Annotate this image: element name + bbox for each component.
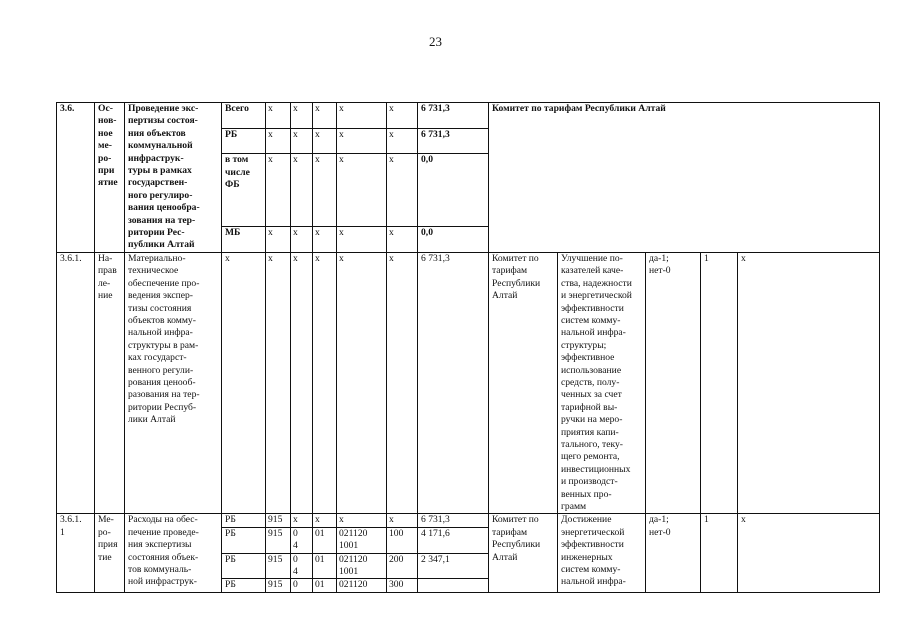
code-col-3: х xyxy=(313,252,337,514)
code-col-5: х xyxy=(387,154,418,227)
source-cell: РБ xyxy=(222,128,266,154)
amount-cell: 6 731,3 xyxy=(418,128,489,154)
code-col-4: х xyxy=(337,514,387,527)
amount-cell xyxy=(418,579,489,592)
source-cell: Всего xyxy=(222,103,266,129)
amount-cell: 6 731,3 xyxy=(418,252,489,514)
code-col-1: х xyxy=(266,103,291,129)
code-col-2: х xyxy=(291,514,313,527)
type-cell: Ме- ро- прия тие xyxy=(95,514,125,592)
type-cell: На- прав ле- ние xyxy=(95,252,125,514)
code-col-3: х xyxy=(313,154,337,227)
last-cell: х xyxy=(738,514,880,592)
name-cell: Расходы на обес- печение проведе- ния экспертизы состояния объек- тов коммуналь- ной инфраструк- xyxy=(125,514,222,592)
code-cell: 3.6.1. 1 xyxy=(57,514,95,592)
code-col-4: х xyxy=(337,128,387,154)
code-col-4: х xyxy=(337,227,387,253)
code-col-5: х xyxy=(387,514,418,527)
code-cell: 3.6.1. xyxy=(57,252,95,514)
code-col-5: 100 xyxy=(387,527,418,553)
code-col-2: 0 4 xyxy=(291,527,313,553)
code-col-1: х xyxy=(266,128,291,154)
type-cell: Ос- нов- ное ме- ро- при ятие xyxy=(95,103,125,253)
code-col-3: х xyxy=(313,128,337,154)
code-col-4: х xyxy=(337,103,387,129)
code-col-5: 200 xyxy=(387,553,418,579)
code-col-2: х xyxy=(291,154,313,227)
code-col-4: 021120 1001 xyxy=(337,527,387,553)
code-col-1: 915 xyxy=(266,553,291,579)
result-cell: Достижение энергетической эффективности инженерных систем комму- нальной инфра- xyxy=(558,514,646,592)
source-cell: РБ xyxy=(222,527,266,553)
code-col-5: х xyxy=(387,227,418,253)
code-col-3: 01 xyxy=(313,579,337,592)
code-col-5: 300 xyxy=(387,579,418,592)
code-col-2: х xyxy=(291,103,313,129)
code-col-2: х xyxy=(291,227,313,253)
name-cell: Материально- техническое обеспечение про- ведения экспер- тизы состояния объектов комму- нальной инфра- структуры в рам- ках государст- венного регули- рования ценооб- разования на тер- ритории Респуб- лики Алтай xyxy=(125,252,222,514)
page-number: 23 xyxy=(429,34,442,49)
source-cell: х xyxy=(222,252,266,514)
code-col-3: 01 xyxy=(313,527,337,553)
code-col-1: 915 xyxy=(266,527,291,553)
amount-cell: 6 731,3 xyxy=(418,514,489,527)
code-col-4: 021120 xyxy=(337,579,387,592)
code-col-5: х xyxy=(387,252,418,514)
code-col-4: 021120 1001 xyxy=(337,553,387,579)
value-cell: 1 xyxy=(701,514,738,592)
source-cell: РБ xyxy=(222,553,266,579)
source-cell: РБ xyxy=(222,579,266,592)
code-col-4: х xyxy=(337,252,387,514)
table-row xyxy=(57,252,880,514)
source-cell: в том числе ФБ xyxy=(222,154,266,227)
source-cell: МБ xyxy=(222,227,266,253)
budget-table xyxy=(56,102,880,593)
code-col-1: 915 xyxy=(266,514,291,527)
executor-cell: Комитет по тарифам Республики Алтай xyxy=(489,252,558,514)
code-col-5: х xyxy=(387,103,418,129)
table-row xyxy=(57,103,880,129)
name-cell: Проведение экс- пертизы состоя- ния объектов коммунальной инфраструк- туры в рамках государствен- ного регулиро- вания ценообра- зования на тер- ритории Рес- публики Алтай xyxy=(125,103,222,253)
code-col-2: х xyxy=(291,252,313,514)
code-col-1: х xyxy=(266,252,291,514)
indicator-cell: да-1; нет-0 xyxy=(646,252,701,514)
table-row xyxy=(57,514,880,527)
code-cell: 3.6. xyxy=(57,103,95,253)
amount-cell: 4 171,6 xyxy=(418,527,489,553)
source-cell: РБ xyxy=(222,514,266,527)
code-col-2: 0 4 xyxy=(291,553,313,579)
executor-cell: Комитет по тарифам Республики Алтай xyxy=(489,514,558,592)
code-col-1: х xyxy=(266,227,291,253)
code-col-3: х xyxy=(313,227,337,253)
code-col-3: 01 xyxy=(313,553,337,579)
code-col-5: х xyxy=(387,128,418,154)
value-cell: 1 xyxy=(701,252,738,514)
code-col-2: 0 xyxy=(291,579,313,592)
amount-cell: 2 347,1 xyxy=(418,553,489,579)
code-col-2: х xyxy=(291,128,313,154)
amount-cell: 0,0 xyxy=(418,154,489,227)
code-col-1: 915 xyxy=(266,579,291,592)
executor-cell: Комитет по тарифам Республики Алтай xyxy=(489,103,880,253)
amount-cell: 6 731,3 xyxy=(418,103,489,129)
code-col-4: х xyxy=(337,154,387,227)
amount-cell: 0,0 xyxy=(418,227,489,253)
code-col-3: х xyxy=(313,514,337,527)
indicator-cell: да-1; нет-0 xyxy=(646,514,701,592)
code-col-3: х xyxy=(313,103,337,129)
last-cell: х xyxy=(738,252,880,514)
code-col-1: х xyxy=(266,154,291,227)
result-cell: Улучшение по- казателей каче- ства, надежности и энергетической эффективности систем комму- нальной инфра- структуры; эффективное использование средств, полу- ченных за счет тарифной вы- ручки на меро- приятия капи- тального, теку- щего ремонта, инвестиционных и производст- венных про- грамм xyxy=(558,252,646,514)
